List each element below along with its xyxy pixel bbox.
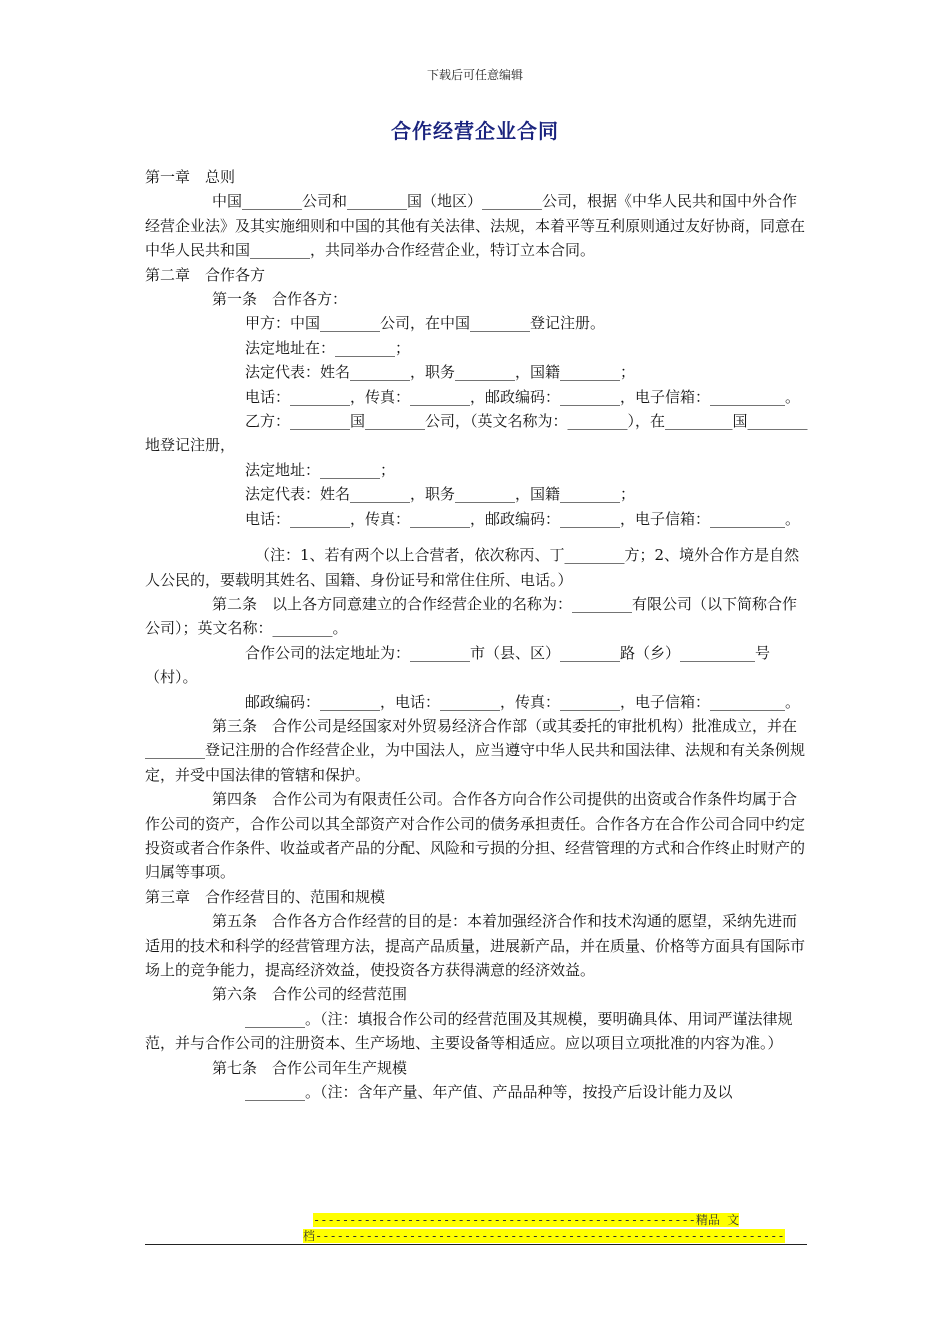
paragraph: ________。（注：填报合作公司的经营范围及其规模，要明确具体、用词严谨法律规范，并与合作公司的注册资本、生产场地、主要设备等相适应。应以项目立项批准的内容为准。） [145, 1009, 793, 1053]
paragraph: 邮政编码：________，电话：________，传真：________，电子信箱：__________。 [245, 692, 801, 711]
paragraph: 法定代表：姓名________，职务________，国籍________； [245, 363, 636, 382]
chapter-heading: 第三章 合作经营目的、范围和规模 [145, 887, 386, 906]
paragraph: 合作公司的法定地址为：________市（县、区）________路（乡）__________号（村）。 [145, 643, 771, 687]
footer-line: -----------------------------------------------------精品 文 [313, 1213, 740, 1227]
header-note: 下载后可任意编辑 [426, 68, 523, 82]
paragraph: 电话：________，传真：________，邮政编码：________，电子信箱：__________。 [245, 387, 801, 406]
note-paragraph: （注：1、若有两个以上合营者，依次称丙、丁________方；2、境外合作方是自然人公民的，要载明其姓名、国籍、身份证号和常住住所、电话。） [145, 546, 800, 589]
paragraph: 第二条 以上各方同意建立的合作经营企业的名称为：________有限公司（以下简称合作公司）；英文名称：________。 [145, 594, 798, 638]
paragraph: 法定地址：________； [245, 460, 396, 479]
footer-line: 档----------------------------------------------------------------- [303, 1229, 785, 1243]
article-heading: 第六条 合作公司的经营范围 [212, 985, 408, 1004]
paragraph: 中国________公司和________国（地区）________公司，根据《中华人民共和国中外合作经营企业法》及其实施细则和中国的其他有关法律、法规，本着平等互利原则通过友好协商，同意在中华人民共和国________，共同举办合作经营企业，特订立本合同。 [145, 192, 806, 260]
paragraph: 第五条 合作各方合作经营的目的是：本着加强经济合作和技术沟通的愿望，采纳先进而适用的技术和科学的经营管理方法，提高产品质量，进展新产品，并在质量、价格等方面具有国际市场上的竞争能力，提高经济效益，使投资各方获得满意的经济效益。 [145, 912, 806, 979]
paragraph: 第四条 合作公司为有限责任公司。合作各方向合作公司提供的出资或合作条件均属于合作公司的资产，合作公司以其全部资产对合作公司的债务承担责任。合作各方在合作公司合同中约定投资或者合作条件、收益或者产品的分配、风险和亏损的分担、经营管理的方式和合作终止时财产的归属等事项。 [145, 790, 806, 882]
document-title: 合作经营企业合同 [391, 119, 559, 143]
paragraph: 第三条 合作公司是经国家对外贸易经济合作部（或其委托的审批机构）批准成立，并在________登记注册的合作经营企业，为中国法人，应当遵守中华人民共和国法律、法规和有关条例规定，并受中国法律的管辖和保护。 [145, 716, 806, 784]
paragraph: ________。（注：含年产量、年产值、产品品种等，按投产后设计能力及以 [245, 1083, 733, 1102]
footer-watermark [145, 1212, 810, 1244]
paragraph: 甲方：中国________公司，在中国________登记注册。 [245, 314, 606, 333]
paragraph: 电话：________，传真：________，邮政编码：________，电子信箱：__________。 [245, 509, 801, 528]
article-heading: 第七条 合作公司年生产规模 [212, 1058, 408, 1077]
paragraph: 法定地址在：________； [245, 338, 411, 357]
chapter-heading: 第一章 总则 [145, 168, 236, 186]
chapter-heading: 第二章 合作各方 [145, 265, 266, 284]
article-heading: 第一条 合作各方： [212, 290, 348, 309]
document-body [145, 165, 810, 1104]
paragraph: 乙方：________国________公司，（英文名称为：________），在_________国________地登记注册， [145, 412, 808, 455]
paragraph: 法定代表：姓名________，职务________，国籍________； [245, 485, 636, 504]
footer-divider [145, 1244, 807, 1245]
